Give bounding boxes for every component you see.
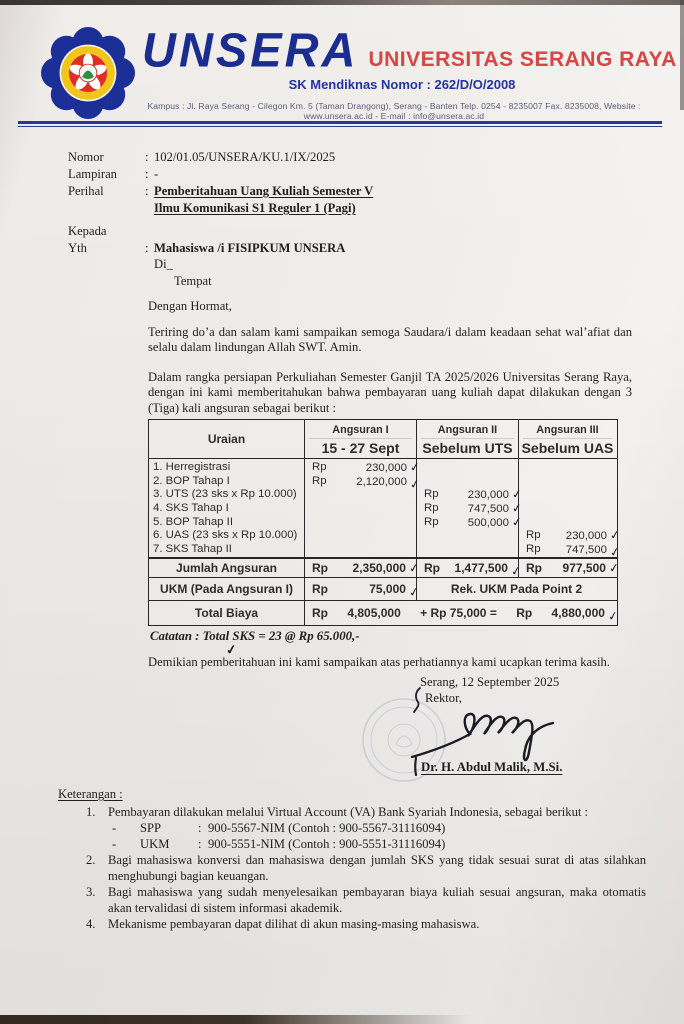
jumlah-row: [149, 557, 620, 579]
angsuran2-title: Angsuran II: [421, 423, 514, 439]
item-number: 1.: [86, 805, 96, 819]
currency: Rp: [312, 606, 328, 620]
item-amount: [417, 486, 523, 502]
fee-items-block: [149, 458, 621, 560]
fee-table: [148, 419, 621, 626]
ukm-amount: [304, 578, 421, 600]
currency: Rp: [526, 543, 541, 556]
fee-table-header: [149, 420, 617, 458]
item-text: Bagi mahasiswa yang sudah menyelesaikan pembayaran biaya kuliah sesuai angsuran, maka otomatis akan tervalidasi di sistem informasi akademik.: [108, 885, 646, 915]
total-formula: + Rp 75,000 =: [420, 606, 497, 620]
angsuran1-title: Angsuran I: [309, 423, 411, 439]
keterangan-item-1: [86, 804, 646, 820]
amount: 977,500 ✓: [562, 560, 620, 576]
yth-value: Mahasiswa /i FISIPKUM UNSERA: [154, 240, 346, 255]
dash: -: [112, 821, 117, 835]
angsuran2-subtitle: Sebelum UTS: [422, 439, 513, 456]
total-base: 4,805,000: [347, 606, 401, 620]
colon: :: [198, 837, 202, 851]
handwritten-check-icon: ✓: [407, 584, 421, 600]
handwritten-check-icon: ✓: [608, 560, 620, 576]
angsuran1-header-cell: [304, 420, 416, 458]
university-name: UNIVERSITAS SERANG RAYA: [368, 48, 677, 71]
lampiran-value: -: [154, 167, 159, 181]
currency: Rp: [312, 582, 328, 596]
di-line: Di_: [154, 257, 173, 271]
amount: 230,000 ✓: [467, 486, 523, 502]
spacer: [68, 200, 145, 217]
kepada-label: Kepada: [68, 224, 107, 238]
lampiran-label: Lampiran: [68, 167, 117, 181]
va-label: SPP: [140, 821, 162, 835]
currency: Rp: [424, 561, 440, 575]
photo-edge-top: [0, 0, 684, 5]
colon: :: [145, 167, 149, 181]
perihal-line1: Pemberitahuan Uang Kuliah Semester V: [154, 184, 374, 198]
jumlah-angsuran1: [304, 559, 420, 577]
handwritten-check-icon: ✓: [608, 544, 621, 560]
uraian-header-cell: Uraian: [207, 432, 246, 446]
ukm-label: UKM (Pada Angsuran I): [160, 582, 293, 596]
currency: Rp: [424, 502, 439, 515]
amount: 75,000 ✓: [369, 582, 421, 600]
item-name-column: [149, 459, 304, 557]
perihal-row2: [68, 200, 373, 217]
item-text: Pembayaran dilakukan melalui Virtual Account (VA) Bank Syariah Indonesia, sebagai berikut :: [108, 805, 589, 819]
handwritten-check-icon: ✓: [224, 641, 238, 658]
angsuran3-column: [518, 459, 621, 560]
va-subitem-ukm: [86, 836, 646, 852]
item-name: 5. BOP Tahap II: [153, 515, 234, 528]
ukm-note: Rek. UKM Pada Point 2: [416, 578, 616, 600]
sk-number: SK Mendiknas Nomor : 262/D/O/2008: [288, 77, 516, 92]
angsuran3-subtitle: Sebelum UAS: [521, 439, 614, 456]
angsuran1-subtitle: 15 - 27 Sept: [321, 439, 400, 456]
currency: Rp: [312, 561, 328, 575]
item-text: Bagi mahasiswa konversi dan mahasiswa dengan jumlah SKS yang tidak sesuai surat di atas silahkan menghubungi bagian keuangan.: [108, 853, 646, 883]
amount: 230,000 ✓: [365, 459, 421, 475]
yth-label: Yth: [68, 240, 87, 255]
colon: :: [145, 184, 149, 198]
currency: Rp: [526, 529, 541, 542]
currency: Rp: [516, 606, 533, 620]
angsuran3-header-cell: [518, 420, 616, 458]
paragraph-greeting: Teriring do’a dan salam kami sampaikan semoga Saudara/i dalam keadaan sehat wal’afiat dan selalu dalam lindungan Allah SWT. Amin.: [148, 325, 632, 355]
lampiran-row: [68, 166, 373, 183]
nomor-row: [68, 149, 373, 166]
total-calculation: [304, 601, 620, 625]
keterangan-title: Keterangan :: [58, 787, 123, 801]
keterangan-item-3: [86, 884, 646, 916]
item-amount: [519, 543, 621, 560]
jumlah-angsuran3: [518, 559, 620, 577]
amount: 1,477,500 ✓: [454, 561, 523, 579]
item-name: 6. UAS (23 sks x Rp 10.000): [153, 529, 298, 542]
ukm-row: [149, 577, 617, 600]
handwritten-check-icon: ✓: [409, 459, 421, 475]
amount: 2,120,000 ✓: [356, 475, 421, 492]
item-name: 7. SKS Tahap II: [153, 543, 232, 556]
colon: :: [145, 240, 149, 255]
va-label: UKM: [140, 837, 170, 851]
item-number: 2.: [86, 853, 96, 867]
currency: Rp: [424, 488, 439, 501]
perihal-row: [68, 183, 373, 200]
currency: Rp: [312, 461, 327, 473]
keterangan-section: [86, 804, 646, 932]
angsuran3-title: Angsuran III: [523, 423, 612, 439]
handwritten-check-icon: ✓: [511, 486, 523, 502]
currency: Rp: [526, 561, 542, 575]
yth-row: [68, 240, 345, 257]
jumlah-label: Jumlah Angsuran: [176, 561, 277, 575]
amount: 230,000 ✓: [565, 527, 621, 544]
handwritten-check-icon: ✓: [606, 608, 620, 624]
item-text: Mekanisme pembayaran dapat dilihat di akun masing-masing mahasiswa.: [108, 917, 480, 931]
handwritten-check-icon: ✓: [511, 514, 523, 530]
keterangan-item-2: [86, 852, 646, 884]
brand-wordmark: UNSERA: [142, 22, 359, 77]
closing-line: Demikian pemberitahuan ini kami sampaikan atas perhatiannya kami ucapkan terima kasih.: [148, 655, 610, 669]
va-value: 900-5567-NIM (Contoh : 900-5567-31116094): [208, 821, 446, 835]
header-divider: [18, 121, 662, 128]
item-name: 1. Herregistrasi: [153, 461, 231, 473]
amount: 747,500 ✓: [565, 544, 621, 560]
item-name: 2. BOP Tahap I: [153, 474, 230, 487]
recipient-block: [68, 223, 345, 289]
angsuran1-column: [304, 459, 421, 557]
photo-edge-right: [680, 0, 684, 110]
colon: :: [198, 821, 202, 835]
item-number: 4.: [86, 917, 96, 931]
total-row: [149, 600, 620, 625]
handwritten-check-icon: ✓: [509, 563, 523, 579]
pen-mark-icon: [412, 757, 419, 776]
letterhead: [142, 22, 677, 77]
dash: -: [112, 837, 117, 851]
item-name: 4. SKS Tahap I: [153, 502, 229, 515]
letter-meta: [68, 149, 373, 217]
item-name: 3. UTS (23 sks x Rp 10.000): [153, 488, 297, 501]
va-subitem-spp: [86, 820, 646, 836]
photo-edge-bottom: [0, 1015, 470, 1024]
jumlah-angsuran2: [416, 559, 523, 579]
salutation: Dengan Hormat,: [148, 299, 232, 313]
tempat-line: Tempat: [174, 273, 212, 288]
colon: :: [145, 150, 149, 164]
va-value: 900-5551-NIM (Contoh : 900-5551-31116094): [208, 837, 446, 851]
handwritten-check-icon: ✓: [408, 475, 421, 492]
handwritten-check-icon: ✓: [609, 527, 621, 544]
keterangan-item-4: [86, 916, 646, 932]
total-result: 4,880,000 ✓: [551, 606, 620, 624]
spacer: [145, 200, 154, 217]
item-number: 3.: [86, 885, 96, 899]
item-amount: [417, 514, 523, 530]
currency: Rp: [312, 474, 327, 487]
signatory-name: Dr. H. Abdul Malik, M.Si.: [421, 760, 563, 774]
amount: 2,350,000 ✓: [352, 560, 420, 576]
perihal-line2: Ilmu Komunikasi S1 Reguler 1 (Pagi): [154, 201, 356, 215]
signature-role: Rektor,: [425, 691, 462, 705]
item-amount: [519, 527, 621, 544]
angsuran2-column: [416, 459, 523, 557]
item-amount: [305, 474, 421, 492]
angsuran2-header-cell: [416, 420, 518, 458]
currency: Rp: [424, 515, 439, 528]
signature-place-date: Serang, 12 September 2025: [420, 675, 560, 689]
total-label: Total Biaya: [194, 606, 259, 620]
handwritten-check-icon: ✓: [511, 500, 523, 516]
item-amount: [305, 459, 421, 475]
handwritten-check-icon: ✓: [408, 560, 420, 576]
paragraph-announcement: Dalam rangka persiapan Perkuliahan Semester Ganjil TA 2025/2026 Universitas Serang Raya, dengan ini kami memberitahukan bahwa pembayaran uang kuliah dapat dilakukan dengan 3 (Tiga) kali angsuran sebagai berikut :: [148, 370, 632, 415]
amount: 500,000 ✓: [467, 514, 523, 530]
nomor-label: Nomor: [68, 150, 104, 164]
note-catatan: Catatan : Total SKS = 23 @ Rp 65.000,-: [150, 629, 360, 643]
item-amount: [417, 500, 523, 516]
perihal-label: Perihal: [68, 184, 104, 198]
amount: 747,500 ✓: [467, 500, 523, 516]
campus-address: Kampus : Jl. Raya Serang - Cilegon Km. 5 (Taman Drangong), Serang - Banten Telp. 0254 - 8235007 Fax. 8235008, Website : www.unsera.ac.id - E-mail : info@unsera.ac.id: [147, 101, 641, 121]
nomor-value: 102/01.05/UNSERA/KU.1/IX/2025: [154, 150, 336, 164]
